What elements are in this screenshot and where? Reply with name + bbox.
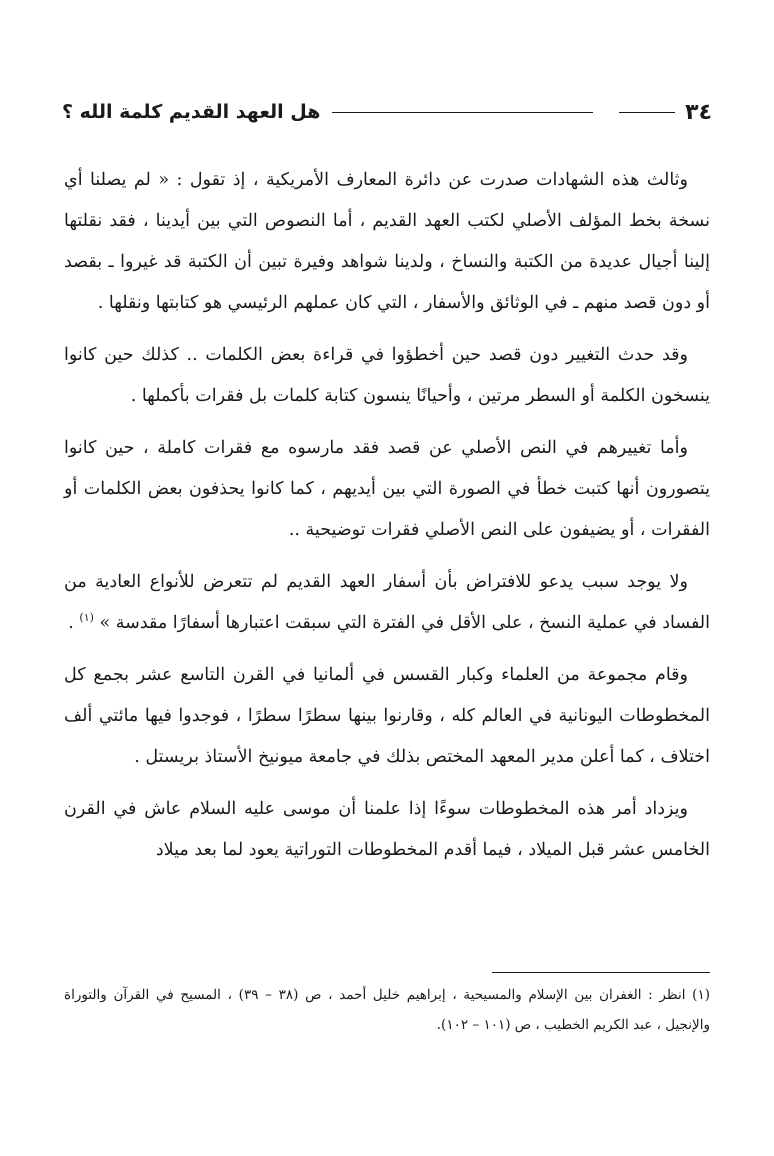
footnote-text: (١) انظر : الغفران بين الإسلام والمسيحية ، إبراهيم خليل أحمد ، ص (٣٨ – ٣٩) ، المسيح في القرآن والتوراة والإنجيل ، عبد الكريم الخطيب ، ص (١٠١ – ١٠٢). xyxy=(64,987,710,1033)
paragraph-2: وقد حدث التغيير دون قصد حين أخطؤوا في قراءة بعض الكلمات .. كذلك حين كانوا ينسخون الكلمة أو السطر مرتين ، وأحيانًا ينسون كتابة كلمات بل فقرات بأكملها . xyxy=(64,345,710,406)
paragraph-5: وقام مجموعة من العلماء وكبار القسس في ألمانيا في القرن التاسع عشر بجمع كل المخطوطات اليونانية في العالم كله ، وقارنوا بينها سطرًا سطرًا ، فوجدوا فيها مائتي ألف اختلاف ، كما أعلن مدير المعهد المختص بذلك في جامعة ميونيخ الأستاذ بريستل . xyxy=(64,665,710,767)
header-rule-long xyxy=(332,112,593,113)
footnote xyxy=(64,980,710,1040)
paragraph-4 xyxy=(64,562,710,644)
paragraph-4-end: . xyxy=(68,613,80,633)
paragraph-1: وثالث هذه الشهادات صدرت عن دائرة المعارف الأمريكية ، إذ تقول : « لم يصلنا أي نسخة بخط المؤلف الأصلي لكتب العهد القديم ، أما النصوص التي بين أيدينا ، فقد نقلتها إلينا أجيال عديدة من الكتبة والنساخ ، ولدينا شواهد وفيرة تبين أن الكتبة قد غيروا ـ بقصد أو دون قصد منهم ـ في الوثائق والأسفار ، التي كان عملهم الرئيسي هو كتابتها ونقلها . xyxy=(64,170,710,313)
running-title: هل العهد القديم كلمة الله ؟ xyxy=(62,101,321,123)
footnote-divider xyxy=(492,972,710,973)
footnote-reference: (١) xyxy=(79,611,94,625)
page-header xyxy=(62,92,712,132)
paragraph-3: وأما تغييرهم في النص الأصلي عن قصد فقد مارسوه مع فقرات كاملة ، حين كانوا يتصورون أنها كتبت خطأ في الصورة التي بين أيديهم ، كما كانوا يحذفون بعض الكلمات أو الفقرات ، أو يضيفون على النص الأصلي فقرات توضيحية .. xyxy=(64,438,710,540)
main-text xyxy=(64,160,710,882)
paragraph-6: ويزداد أمر هذه المخطوطات سوءًا إذا علمنا أن موسى عليه السلام عاش في القرن الخامس عشر قبل الميلاد ، فيما أقدم المخطوطات التوراتية يعود لما بعد ميلاد xyxy=(64,799,710,860)
page-number: ٣٤ xyxy=(685,99,712,125)
paragraph-4-text: ولا يوجد سبب يدعو للافتراض بأن أسفار العهد القديم لم تتعرض للأنواع العادية من الفساد في عملية النسخ ، على الأقل في الفترة التي سبقت اعتبارها أسفارًا مقدسة » xyxy=(64,572,710,633)
header-rule-short xyxy=(619,112,675,113)
